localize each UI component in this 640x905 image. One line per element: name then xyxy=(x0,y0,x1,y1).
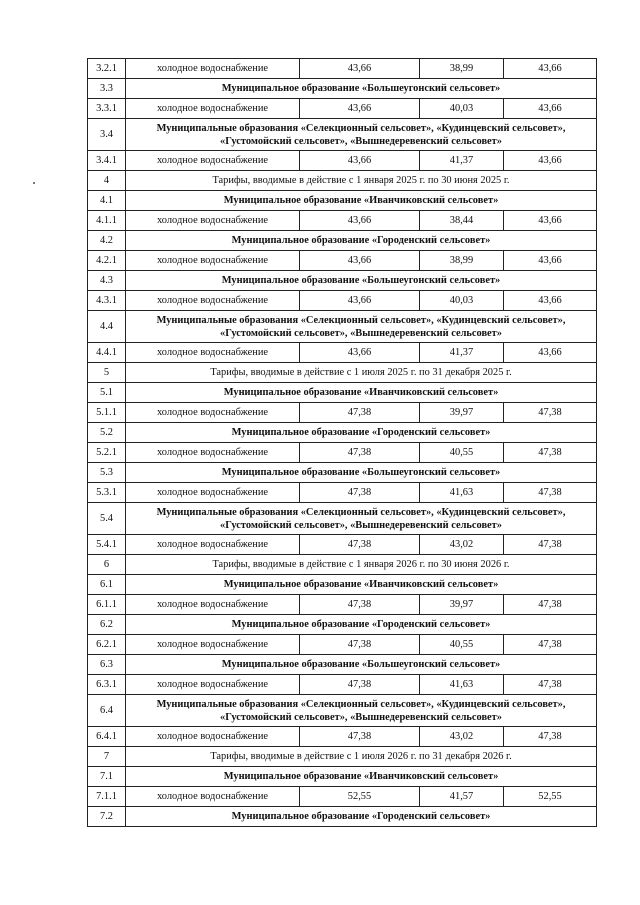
row-number: 4.1.1 xyxy=(88,211,126,231)
tariff-value-2: 43,02 xyxy=(420,535,504,555)
row-number: 3.3 xyxy=(88,79,126,99)
tariff-table xyxy=(87,58,597,827)
period-header-row xyxy=(88,747,597,767)
tariff-value-2: 39,97 xyxy=(420,595,504,615)
period-header-row xyxy=(88,555,597,575)
tariff-table-body xyxy=(88,59,597,827)
tariff-value-2: 38,99 xyxy=(420,59,504,79)
row-number: 6 xyxy=(88,555,126,575)
service-label: холодное водоснабжение xyxy=(126,483,300,503)
row-number: 5.3.1 xyxy=(88,483,126,503)
service-label: холодное водоснабжение xyxy=(126,151,300,171)
tariff-value-1: 52,55 xyxy=(300,787,420,807)
tariff-value-1: 47,38 xyxy=(300,483,420,503)
row-number: 5.1.1 xyxy=(88,403,126,423)
municipality-title: Муниципальное образование «Иванчиковский сельсовет» xyxy=(126,383,597,403)
municipality-title: Муниципальные образования «Селекционный сельсовет», «Кудинцевский сельсовет», «Густомойский сельсовет», «Вышнедеревенский сельсовет» xyxy=(126,695,597,727)
row-number: 3.3.1 xyxy=(88,99,126,119)
row-number: 6.3 xyxy=(88,655,126,675)
tariff-row xyxy=(88,675,597,695)
row-number: 6.1.1 xyxy=(88,595,126,615)
tariff-row xyxy=(88,535,597,555)
service-label: холодное водоснабжение xyxy=(126,251,300,271)
row-number: 3.2.1 xyxy=(88,59,126,79)
row-number: 4.3.1 xyxy=(88,291,126,311)
row-number: 6.2.1 xyxy=(88,635,126,655)
tariff-value-3: 43,66 xyxy=(504,251,597,271)
tariff-value-2: 41,63 xyxy=(420,483,504,503)
tariff-row xyxy=(88,151,597,171)
tariff-value-2: 38,44 xyxy=(420,211,504,231)
tariff-value-3: 52,55 xyxy=(504,787,597,807)
municipality-title: Муниципальное образование «Городенский сельсовет» xyxy=(126,615,597,635)
tariff-value-3: 47,38 xyxy=(504,635,597,655)
tariff-value-3: 47,38 xyxy=(504,483,597,503)
service-label: холодное водоснабжение xyxy=(126,343,300,363)
municipality-header-row xyxy=(88,463,597,483)
row-number: 4.1 xyxy=(88,191,126,211)
municipality-title: Муниципальное образование «Большеугонский сельсовет» xyxy=(126,463,597,483)
municipality-header-row xyxy=(88,695,597,727)
tariff-value-3: 47,38 xyxy=(504,535,597,555)
tariff-value-2: 40,03 xyxy=(420,291,504,311)
row-number: 6.4.1 xyxy=(88,727,126,747)
tariff-row xyxy=(88,635,597,655)
tariff-value-3: 47,38 xyxy=(504,443,597,463)
municipality-title: Муниципальное образование «Городенский сельсовет» xyxy=(126,231,597,251)
tariff-row xyxy=(88,727,597,747)
tariff-value-1: 47,38 xyxy=(300,635,420,655)
municipality-title: Муниципальное образование «Большеугонский сельсовет» xyxy=(126,79,597,99)
row-number: 4.3 xyxy=(88,271,126,291)
row-number: 7 xyxy=(88,747,126,767)
tariff-value-2: 41,37 xyxy=(420,343,504,363)
row-number: 7.2 xyxy=(88,807,126,827)
municipality-header-row xyxy=(88,423,597,443)
municipality-title: Муниципальные образования «Селекционный сельсовет», «Кудинцевский сельсовет», «Густомойский сельсовет», «Вышнедеревенский сельсовет» xyxy=(126,503,597,535)
tariff-row xyxy=(88,251,597,271)
tariff-row xyxy=(88,291,597,311)
tariff-value-2: 43,02 xyxy=(420,727,504,747)
row-number: 5.1 xyxy=(88,383,126,403)
service-label: холодное водоснабжение xyxy=(126,59,300,79)
municipality-header-row xyxy=(88,767,597,787)
tariff-row xyxy=(88,99,597,119)
tariff-value-3: 43,66 xyxy=(504,99,597,119)
period-title: Тарифы, вводимые в действие с 1 января 2025 г. по 30 июня 2025 г. xyxy=(126,171,597,191)
municipality-title: Муниципальное образование «Иванчиковский сельсовет» xyxy=(126,767,597,787)
municipality-header-row xyxy=(88,615,597,635)
tariff-value-3: 43,66 xyxy=(504,291,597,311)
service-label: холодное водоснабжение xyxy=(126,291,300,311)
tariff-value-3: 43,66 xyxy=(504,59,597,79)
tariff-value-1: 47,38 xyxy=(300,535,420,555)
row-number: 5 xyxy=(88,363,126,383)
municipality-header-row xyxy=(88,79,597,99)
tariff-value-1: 43,66 xyxy=(300,151,420,171)
row-number: 6.4 xyxy=(88,695,126,727)
tariff-value-2: 40,03 xyxy=(420,99,504,119)
municipality-title: Муниципальное образование «Большеугонский сельсовет» xyxy=(126,655,597,675)
tariff-value-2: 40,55 xyxy=(420,443,504,463)
tariff-value-1: 47,38 xyxy=(300,675,420,695)
tariff-value-1: 47,38 xyxy=(300,443,420,463)
tariff-value-2: 41,63 xyxy=(420,675,504,695)
municipality-title: Муниципальное образование «Городенский сельсовет» xyxy=(126,807,597,827)
tariff-value-1: 43,66 xyxy=(300,99,420,119)
service-label: холодное водоснабжение xyxy=(126,635,300,655)
row-number: 6.3.1 xyxy=(88,675,126,695)
tariff-value-2: 41,57 xyxy=(420,787,504,807)
municipality-header-row xyxy=(88,231,597,251)
tariff-row xyxy=(88,443,597,463)
service-label: холодное водоснабжение xyxy=(126,99,300,119)
tariff-row xyxy=(88,787,597,807)
tariff-value-1: 47,38 xyxy=(300,595,420,615)
row-number: 4.2.1 xyxy=(88,251,126,271)
row-number: 5.2.1 xyxy=(88,443,126,463)
tariff-value-3: 47,38 xyxy=(504,403,597,423)
tariff-value-1: 47,38 xyxy=(300,727,420,747)
service-label: холодное водоснабжение xyxy=(126,595,300,615)
tariff-row xyxy=(88,595,597,615)
municipality-header-row xyxy=(88,503,597,535)
municipality-header-row xyxy=(88,807,597,827)
row-number: 4.4 xyxy=(88,311,126,343)
tariff-value-3: 43,66 xyxy=(504,151,597,171)
tariff-value-3: 47,38 xyxy=(504,675,597,695)
municipality-header-row xyxy=(88,119,597,151)
tariff-row xyxy=(88,343,597,363)
period-title: Тарифы, вводимые в действие с 1 июля 2026 г. по 31 декабря 2026 г. xyxy=(126,747,597,767)
municipality-title: Муниципальные образования «Селекционный сельсовет», «Кудинцевский сельсовет», «Густомойский сельсовет», «Вышнедеревенский сельсовет» xyxy=(126,311,597,343)
period-header-row xyxy=(88,171,597,191)
row-number: 6.1 xyxy=(88,575,126,595)
service-label: холодное водоснабжение xyxy=(126,787,300,807)
row-number: 5.4 xyxy=(88,503,126,535)
tariff-value-2: 40,55 xyxy=(420,635,504,655)
service-label: холодное водоснабжение xyxy=(126,211,300,231)
tariff-value-1: 43,66 xyxy=(300,211,420,231)
service-label: холодное водоснабжение xyxy=(126,727,300,747)
municipality-header-row xyxy=(88,655,597,675)
municipality-title: Муниципальные образования «Селекционный сельсовет», «Кудинцевский сельсовет», «Густомойский сельсовет», «Вышнедеревенский сельсовет» xyxy=(126,119,597,151)
tariff-value-3: 47,38 xyxy=(504,727,597,747)
municipality-title: Муниципальное образование «Иванчиковский сельсовет» xyxy=(126,191,597,211)
tariff-value-1: 43,66 xyxy=(300,59,420,79)
scan-dot xyxy=(33,182,35,184)
service-label: холодное водоснабжение xyxy=(126,403,300,423)
municipality-title: Муниципальное образование «Иванчиковский сельсовет» xyxy=(126,575,597,595)
row-number: 7.1.1 xyxy=(88,787,126,807)
service-label: холодное водоснабжение xyxy=(126,535,300,555)
tariff-value-3: 43,66 xyxy=(504,211,597,231)
tariff-value-3: 43,66 xyxy=(504,343,597,363)
municipality-header-row xyxy=(88,575,597,595)
row-number: 5.3 xyxy=(88,463,126,483)
period-title: Тарифы, вводимые в действие с 1 января 2026 г. по 30 июня 2026 г. xyxy=(126,555,597,575)
tariff-row xyxy=(88,403,597,423)
municipality-header-row xyxy=(88,383,597,403)
tariff-row xyxy=(88,211,597,231)
tariff-value-1: 43,66 xyxy=(300,291,420,311)
row-number: 7.1 xyxy=(88,767,126,787)
row-number: 4.2 xyxy=(88,231,126,251)
service-label: холодное водоснабжение xyxy=(126,443,300,463)
row-number: 4 xyxy=(88,171,126,191)
municipality-title: Муниципальное образование «Городенский сельсовет» xyxy=(126,423,597,443)
municipality-header-row xyxy=(88,311,597,343)
tariff-value-1: 43,66 xyxy=(300,343,420,363)
row-number: 4.4.1 xyxy=(88,343,126,363)
period-title: Тарифы, вводимые в действие с 1 июля 2025 г. по 31 декабря 2025 г. xyxy=(126,363,597,383)
tariff-value-3: 47,38 xyxy=(504,595,597,615)
tariff-value-2: 38,99 xyxy=(420,251,504,271)
row-number: 6.2 xyxy=(88,615,126,635)
row-number: 5.4.1 xyxy=(88,535,126,555)
service-label: холодное водоснабжение xyxy=(126,675,300,695)
tariff-value-2: 39,97 xyxy=(420,403,504,423)
row-number: 3.4.1 xyxy=(88,151,126,171)
municipality-header-row xyxy=(88,191,597,211)
tariff-value-2: 41,37 xyxy=(420,151,504,171)
row-number: 5.2 xyxy=(88,423,126,443)
tariff-value-1: 47,38 xyxy=(300,403,420,423)
tariff-row xyxy=(88,59,597,79)
municipality-header-row xyxy=(88,271,597,291)
tariff-value-1: 43,66 xyxy=(300,251,420,271)
tariff-row xyxy=(88,483,597,503)
row-number: 3.4 xyxy=(88,119,126,151)
period-header-row xyxy=(88,363,597,383)
municipality-title: Муниципальное образование «Большеугонский сельсовет» xyxy=(126,271,597,291)
